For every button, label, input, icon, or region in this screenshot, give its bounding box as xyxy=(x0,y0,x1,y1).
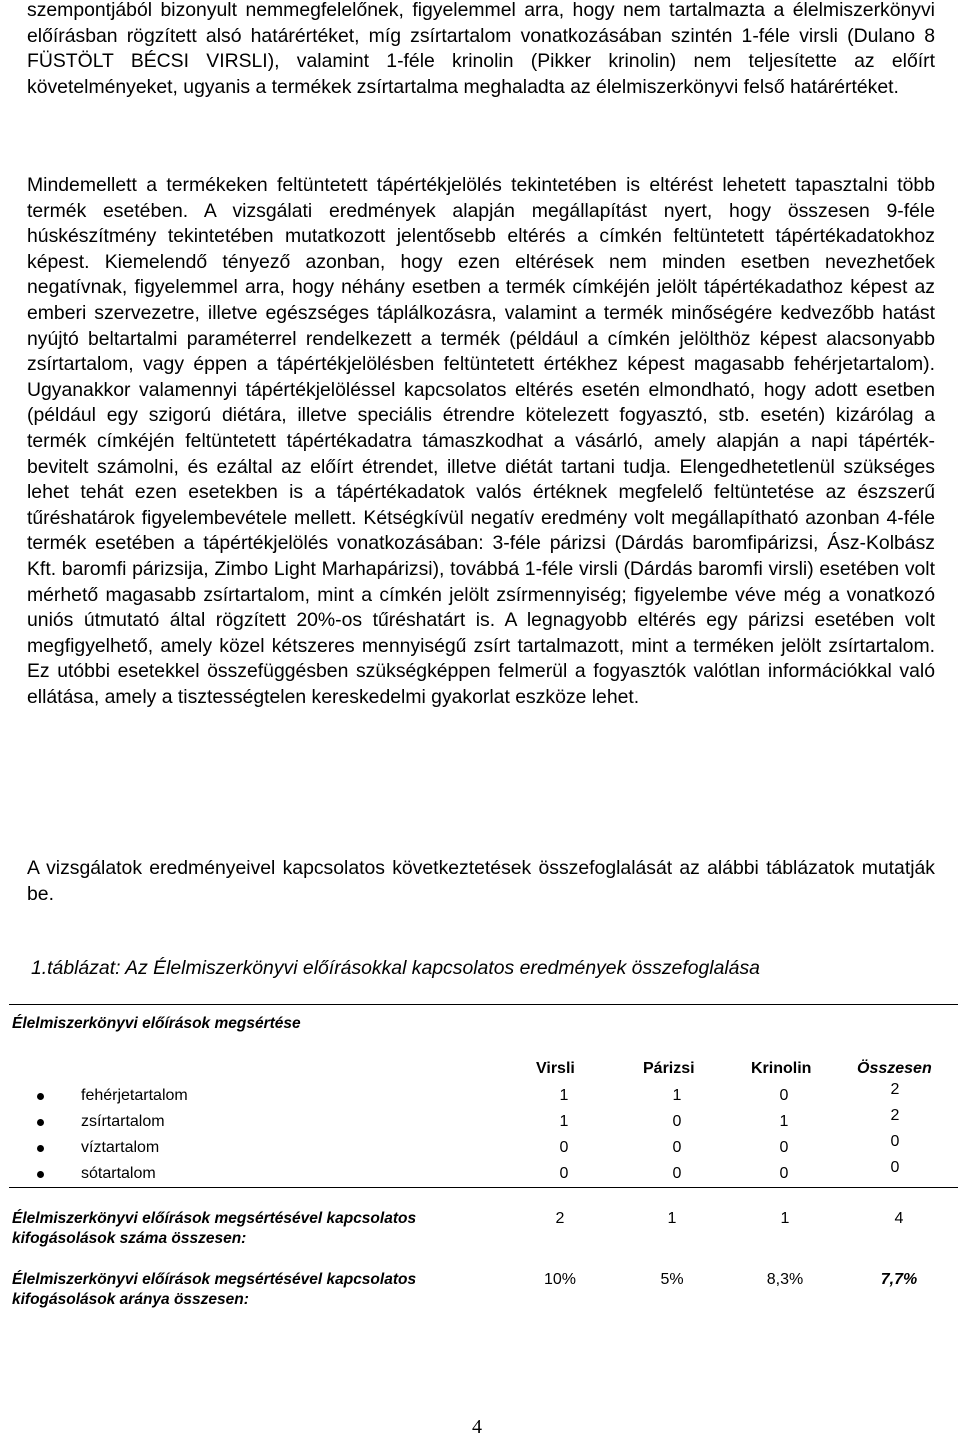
table-cell: 0 xyxy=(559,1165,569,1182)
summary-cell: 7,7% xyxy=(880,1271,918,1288)
column-header-osszesen: Összesen xyxy=(857,1060,932,1077)
table-cell: 0 xyxy=(779,1087,789,1104)
row-label-zsirtartalom: zsírtartalom xyxy=(81,1113,165,1130)
table-cell: 0 xyxy=(890,1159,900,1176)
table-cell: 0 xyxy=(779,1165,789,1182)
bullet-icon xyxy=(37,1171,44,1178)
table-cell: 0 xyxy=(672,1139,682,1156)
row-label-sotartalom: sótartalom xyxy=(81,1165,156,1182)
paragraph-1: szempontjából bizonyult nemmegfelelőnek, figyelemmel arra, hogy nem tartalmazta a élelmiszerkönyvi előírásban rögzített alsó határértéket, míg zsírtartalom vonatkozásában szintén 1-féle virsli (Dulano 8 FÜSTÖLT BÉCSI VIRSLI), valamint 1-féle krinolin (Pikker krinolin) nem teljesítette az előírt követelményeket, ugyanis a termékek zsírtartalma meghaladta az élelmiszerkönyvi felső határértéket. xyxy=(27,0,935,98)
summary-cell: 8,3% xyxy=(766,1271,804,1288)
column-header-parizsi: Párizsi xyxy=(643,1060,695,1077)
summary-cell: 1 xyxy=(780,1210,790,1227)
paragraph-3: A vizsgálatok eredményeivel kapcsolatos következtetések összefoglalását az alábbi táblázatok mutatják be. xyxy=(27,857,935,905)
table-cell: 0 xyxy=(672,1113,682,1130)
summary-table xyxy=(9,1004,958,1188)
paragraph-2: Mindemellett a termékeken feltüntetett tápértékjelölés tekintetében is eltérést lehetett tapasztalni több termék esetében. A vizsgálati eredmények alapján megállapítást nyert, hogy összesen 9-féle húskészítmény tekintetében mutatkozott jelentősebb eltérés a címkén feltüntetett tápértékadatokhoz képest. Kiemelendő tényező azonban, hogy ezen eltérések nem minden esetben nevezhetőek negatívnak, figyelemmel arra, hogy néhány esetben a termék címkéjén jelölt tápértékadathoz képest az emberi szervezetre, illetve egészséges táplálkozásra, valamint a termék minőségére kedvezőbb hatást nyújtó beltartalmi paraméterrel rendelkezett a termék (például a címkén jelölthöz képest alacsonyabb zsírtartalom, vagy éppen a tápértékjelölésben feltüntetett értékhez képest magasabb fehérjetartalom). Ugyanakkor valamennyi tápértékjelöléssel kapcsolatos eltérés esetén elmondható, hogy adott esetben (például egy szigorú diétára, illetve speciális étrendre kötelezett fogyasztó, stb. esetén) kizárólag a termék címkéjén feltüntetett tápértékadatra támaszkodhat a vásárló, amely alapján a napi tápérték-bevitelt számolni, és ezáltal az előírt étrendet, illetve diétát tartani tudja. Elengedhetetlenül szükséges lehet tehát ezen esetekben is a tápértékadatok valós értéknek megfelelő feltüntetése az észszerű tűréshatárok figyelembevétele mellett. Kétségkívül negatív eredmény volt megállapítható azonban 4-féle termék esetében a tápértékjelölés vonatkozásában: 3-féle párizsi (Dárdás baromfipárizsi, Ász-Kolbász Kft. baromfi párizsija, Zimbo Light Marhapárizsi), továbbá 1-féle virsli (Dárdás baromfi virsli) esetében volt mérhető magasabb zsírtartalom, mint a címkén jelölt zsírmennyiség; figyelembe véve még a vonatkozó uniós útmutató által rögzített 20%-os tűréshatárt is. A legnagyobb eltérés egy párizsi esetében volt megfigyelhető, amely közel kétszeres mennyiségű zsírt tartalmazott, mint a terméken jelölt zsírtartalom. Ez utóbbi esetekkel összefüggésben szükségképpen felmerül a fogyasztók valótlan információkkal való ellátása, amely a tisztességtelen kereskedelmi gyakorlat eszköze lehet. xyxy=(27,174,935,708)
bullet-icon xyxy=(37,1119,44,1126)
column-header-krinolin: Krinolin xyxy=(751,1060,812,1077)
table-cell: 1 xyxy=(672,1087,682,1104)
summary-cell: 5% xyxy=(660,1271,684,1288)
bullet-icon xyxy=(37,1145,44,1152)
page-number: 4 xyxy=(472,1416,482,1438)
table-cell: 1 xyxy=(779,1113,789,1130)
table-cell: 0 xyxy=(779,1139,789,1156)
row-label-viztartalom: víztartalom xyxy=(81,1139,160,1156)
table-cell: 0 xyxy=(890,1133,900,1150)
bullet-icon xyxy=(37,1093,44,1100)
table-cell: 2 xyxy=(890,1107,900,1124)
summary-cell: 2 xyxy=(555,1210,565,1227)
row-label-feherjetartalom: fehérjetartalom xyxy=(81,1087,188,1104)
summary-cell: 10% xyxy=(543,1271,577,1288)
table-title: Élelmiszerkönyvi előírások megsértése xyxy=(12,1015,301,1032)
summary-cell: 1 xyxy=(667,1210,677,1227)
table-cell: 2 xyxy=(890,1081,900,1098)
table-cell: 1 xyxy=(559,1087,569,1104)
table-cell: 1 xyxy=(559,1113,569,1130)
table-cell: 0 xyxy=(672,1165,682,1182)
column-header-virsli: Virsli xyxy=(536,1060,575,1077)
table-caption: 1.táblázat: Az Élelmiszerkönyvi előírásokkal kapcsolatos eredmények összefoglalása xyxy=(31,957,760,979)
summary-cell: 4 xyxy=(894,1210,904,1227)
summary-label-count: Élelmiszerkönyvi előírások megsértésével kapcsolatos kifogásolások száma összesen: xyxy=(12,1210,417,1247)
summary-label-ratio: Élelmiszerkönyvi előírások megsértésével kapcsolatos kifogásolások aránya összesen: xyxy=(12,1271,417,1308)
table-cell: 0 xyxy=(559,1139,569,1156)
